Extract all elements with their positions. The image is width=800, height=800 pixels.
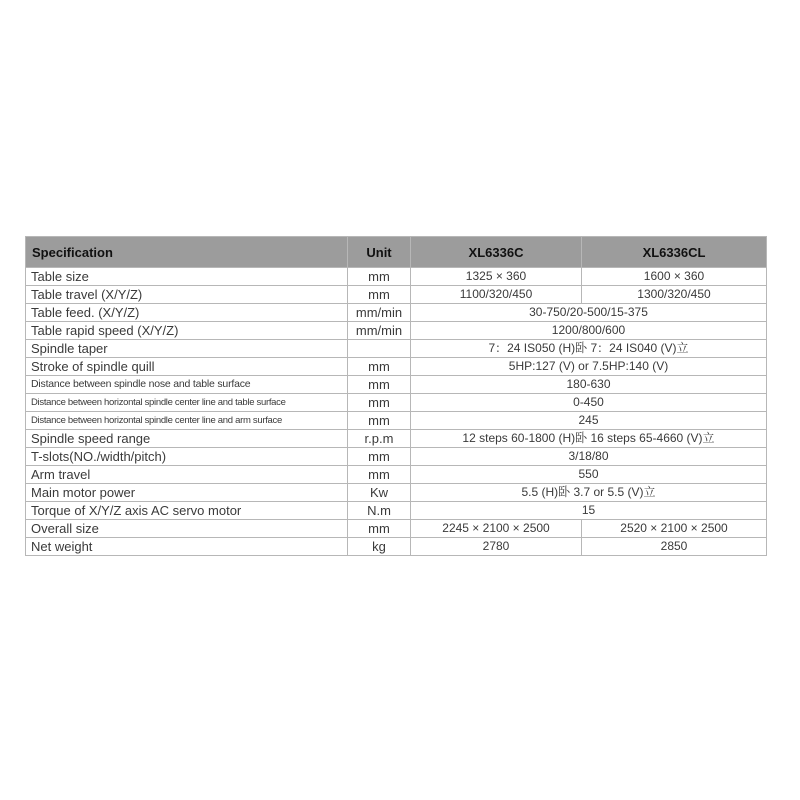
unit-cell: mm [348,394,411,412]
value-cell-shared: 15 [411,502,767,520]
value-cell-xl6336c: 2245 × 2100 × 2500 [411,520,582,538]
value-cell-shared: 0-450 [411,394,767,412]
value-cell-shared: 5HP:127 (V) or 7.5HP:140 (V) [411,358,767,376]
unit-cell: kg [348,538,411,556]
table-row [26,286,767,304]
header-unit: Unit [348,237,411,268]
header-model-xl6336c: XL6336C [411,237,582,268]
spec-cell: Distance between horizontal spindle center line and table surface [26,394,348,412]
header-specification: Specification [26,237,348,268]
table-header [26,237,767,268]
value-cell-xl6336c: 1100/320/450 [411,286,582,304]
table-row [26,394,767,412]
unit-cell: mm [348,412,411,430]
table-row [26,376,767,394]
spec-cell: Spindle taper [26,340,348,358]
value-cell-shared: 1200/800/600 [411,322,767,340]
value-cell-xl6336cl: 2850 [582,538,767,556]
unit-cell [348,340,411,358]
unit-cell: mm/min [348,322,411,340]
unit-cell: mm [348,448,411,466]
value-cell-shared: 3/18/80 [411,448,767,466]
value-cell-shared: 7：24 IS050 (H)卧 7：24 IS040 (V)立 [411,340,767,358]
table-body [26,268,767,556]
table-row [26,304,767,322]
spec-cell: Net weight [26,538,348,556]
spec-cell: Table size [26,268,348,286]
spec-cell: Spindle speed range [26,430,348,448]
spec-cell: Main motor power [26,484,348,502]
table-row [26,268,767,286]
spec-cell: Arm travel [26,466,348,484]
value-cell-xl6336cl: 1600 × 360 [582,268,767,286]
value-cell-shared: 30-750/20-500/15-375 [411,304,767,322]
value-cell-xl6336c: 1325 × 360 [411,268,582,286]
spec-cell: Distance between horizontal spindle center line and arm surface [26,412,348,430]
table-row [26,520,767,538]
table-row [26,322,767,340]
value-cell-xl6336cl: 2520 × 2100 × 2500 [582,520,767,538]
unit-cell: mm [348,268,411,286]
table-row [26,430,767,448]
spec-cell: Table travel (X/Y/Z) [26,286,348,304]
unit-cell: r.p.m [348,430,411,448]
value-cell-shared: 12 steps 60-1800 (H)卧 16 steps 65-4660 (V)立 [411,430,767,448]
table-row [26,466,767,484]
table-row [26,502,767,520]
value-cell-xl6336cl: 1300/320/450 [582,286,767,304]
header-row [26,237,767,268]
spec-cell: Overall size [26,520,348,538]
table-row [26,448,767,466]
unit-cell: mm/min [348,304,411,322]
spec-cell: Stroke of spindle quill [26,358,348,376]
spec-cell: Distance between spindle nose and table surface [26,376,348,394]
spec-cell: T-slots(NO./width/pitch) [26,448,348,466]
unit-cell: Kw [348,484,411,502]
unit-cell: mm [348,286,411,304]
table-row [26,538,767,556]
table-row [26,484,767,502]
table-row [26,358,767,376]
value-cell-xl6336c: 2780 [411,538,582,556]
unit-cell: mm [348,520,411,538]
header-model-xl6336cl: XL6336CL [582,237,767,268]
specification-table [25,236,767,556]
unit-cell: N.m [348,502,411,520]
spec-cell: Table feed. (X/Y/Z) [26,304,348,322]
value-cell-shared: 5.5 (H)卧 3.7 or 5.5 (V)立 [411,484,767,502]
unit-cell: mm [348,358,411,376]
value-cell-shared: 245 [411,412,767,430]
value-cell-shared: 180-630 [411,376,767,394]
table-row [26,340,767,358]
table-row [26,412,767,430]
spec-cell: Table rapid speed (X/Y/Z) [26,322,348,340]
unit-cell: mm [348,376,411,394]
value-cell-shared: 550 [411,466,767,484]
unit-cell: mm [348,466,411,484]
spec-cell: Torque of X/Y/Z axis AC servo motor [26,502,348,520]
